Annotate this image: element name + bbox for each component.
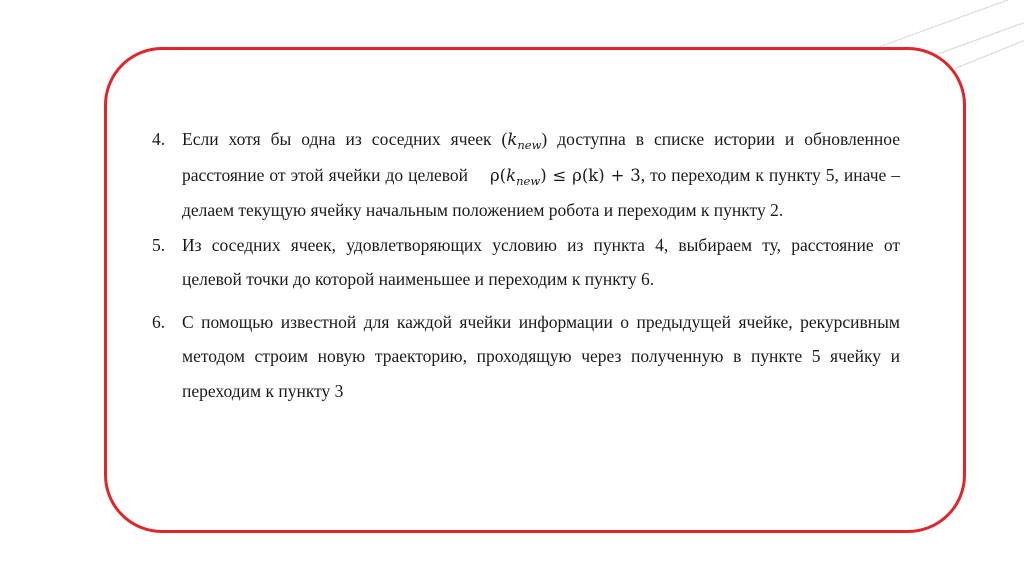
decorative-line xyxy=(880,0,1024,47)
math-variable: k xyxy=(506,165,517,185)
list-number: 4. xyxy=(152,129,166,149)
list-number: 5. xyxy=(152,234,166,255)
text-segment: Если хотя бы одна из соседних ячеек ( xyxy=(182,129,508,149)
math-inequality xyxy=(489,165,641,188)
numbered-list xyxy=(152,122,900,408)
math-rest: ) ≤ ρ(k) + 3 xyxy=(540,165,641,185)
list-item-text: Из соседних ячеек, удовлетворяющих условию из пункта 4, выбираем ту, расстояние от целевой точки до которой наименьшее и переходим к пункту 6. xyxy=(182,234,900,289)
list-item-6 xyxy=(152,305,900,409)
list-number: 6. xyxy=(152,311,166,332)
math-k-new xyxy=(507,130,542,152)
list-item-5 xyxy=(152,228,900,297)
text-segment: , то переходим к пункту 5, иначе – делаем текущую ячейку начальным положением робота и переходим к пункту 2. xyxy=(182,164,900,220)
text-segment: ) доступна в списке истории и обновленное расстояние от этой ячейки до целевой xyxy=(182,129,900,185)
list-item-text: С помощью известной для каждой ячейки информации о предыдущей ячейке, рекурсивным методом строим новую траекторию, проходящую через полученную в пункте 5 ячейку и переходим к пункту 3 xyxy=(182,311,900,401)
list-item-text xyxy=(182,122,900,228)
math-variable: k xyxy=(507,130,518,149)
math-rho: ρ( xyxy=(489,165,507,185)
math-subscript: new xyxy=(517,138,542,152)
decorative-line xyxy=(955,34,1024,69)
math-subscript: new xyxy=(516,173,541,188)
list-item-4 xyxy=(152,122,900,228)
